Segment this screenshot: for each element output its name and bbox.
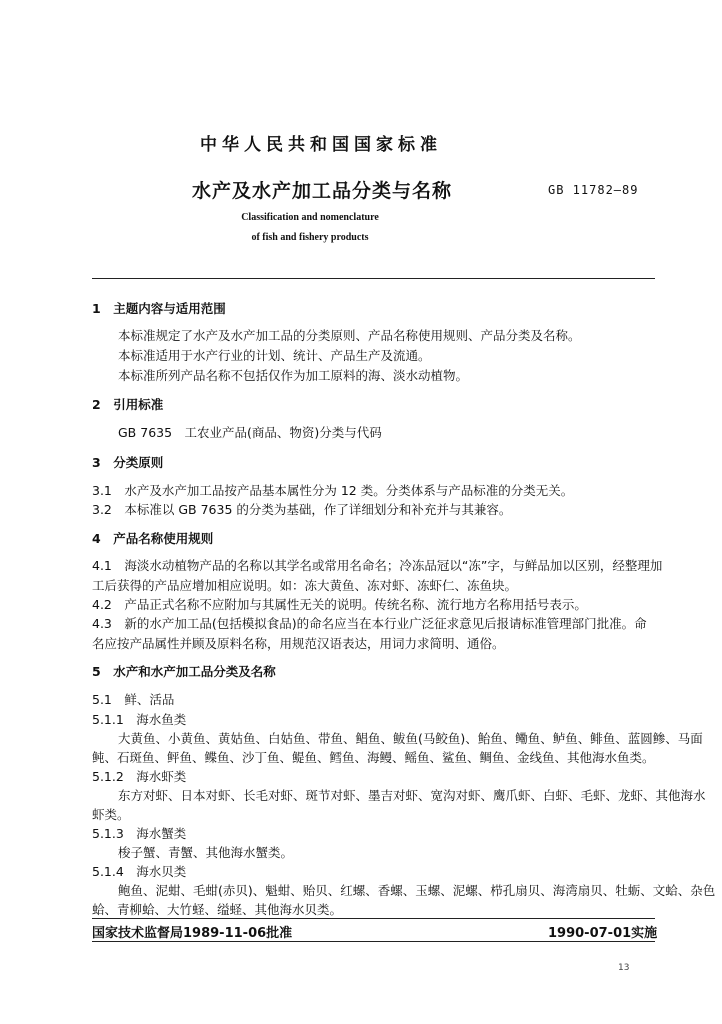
section-1-para-1: 本标准规定了水产及水产加工品的分类原则、产品名称使用规则、产品分类及名称。 — [118, 328, 581, 343]
section-3-2: 3.2 本标准以 GB 7635 的分类为基础，作了详细划分和补充并与其兼容。 — [92, 502, 512, 517]
section-2-para-1: GB 7635 工农业产品(商品、物资)分类与代码 — [118, 425, 382, 440]
document-title-english-line1: Classification and nomenclature — [241, 212, 379, 223]
standard-number: GB 11782—89 — [548, 183, 639, 197]
document-title-english-line2: of fish and fishery products — [251, 232, 369, 243]
standard-category-heading: 中华人民共和国国家标准 — [200, 135, 442, 155]
section-5-1-2-line-1: 东方对虾、日本对虾、长毛对虾、斑节对虾、墨吉对虾、宽沟对虾、鹰爪虾、白虾、毛虾、龙虾、其他海水 — [118, 788, 706, 803]
section-2-heading: 2 引用标准 — [92, 397, 164, 412]
footer-divider-bottom — [92, 941, 655, 942]
document-title-chinese: 水产及水产加工品分类与名称 — [192, 180, 453, 202]
section-4-1-line-2: 工后获得的产品应增加相应说明。如：冻大黄鱼、冻对虾、冻虾仁、冻鱼块。 — [92, 578, 518, 593]
section-5-1-1-heading: 5.1.1 海水鱼类 — [92, 712, 187, 727]
header-divider — [92, 278, 655, 279]
section-3-heading: 3 分类原则 — [92, 455, 164, 470]
approval-date: 国家技术监督局1989-11-06批准 — [92, 926, 293, 941]
section-5-1-2-line-2: 虾类。 — [92, 807, 130, 822]
section-5-1-3-heading: 5.1.3 海水蟹类 — [92, 826, 187, 841]
section-5-1: 5.1 鲜、活品 — [92, 692, 175, 707]
section-4-heading: 4 产品名称使用规则 — [92, 531, 214, 546]
section-5-1-4-heading: 5.1.4 海水贝类 — [92, 864, 187, 879]
section-3-1: 3.1 水产及水产加工品按产品基本属性分为 12 类。分类体系与产品标准的分类无关。 — [92, 483, 574, 498]
section-5-1-4-line-2: 蛤、青柳蛤、大竹蛏、缢蛏、其他海水贝类。 — [92, 902, 343, 917]
section-5-heading: 5 水产和水产加工品分类及名称 — [92, 664, 276, 679]
section-5-1-3-line-1: 梭子蟹、青蟹、其他海水蟹类。 — [118, 845, 294, 860]
footer-divider-top — [92, 918, 655, 919]
section-5-1-2-heading: 5.1.2 海水虾类 — [92, 769, 187, 784]
section-1-para-3: 本标准所列产品名称不包括仅作为加工原料的海、淡水动植物。 — [118, 368, 469, 383]
section-5-1-1-line-2: 鲀、石斑鱼、鲆鱼、鲽鱼、沙丁鱼、鳀鱼、鳕鱼、海鳗、鳐鱼、鲨鱼、鲷鱼、金线鱼、其他海水鱼类。 — [92, 750, 655, 765]
section-1-heading: 1 主题内容与适用范围 — [92, 301, 226, 316]
section-1-para-2: 本标准适用于水产行业的计划、统计、产品生产及流通。 — [118, 348, 431, 363]
section-4-3-line-1: 4.3 新的水产加工品(包括模拟食品)的命名应当在本行业广泛征求意见后报请标准管理部门批准。命 — [92, 616, 647, 631]
page-number: 13 — [618, 963, 630, 973]
effective-date: 1990-07-01实施 — [548, 926, 658, 941]
section-5-1-4-line-1: 鲍鱼、泥蚶、毛蚶(赤贝)、魁蚶、贻贝、红螺、香螺、玉螺、泥螺、栉孔扇贝、海湾扇贝、牡蛎、文蛤、杂色 — [118, 883, 716, 898]
section-4-1-line-1: 4.1 海淡水动植物产品的名称以其学名或常用名命名；冷冻品冠以“冻”字，与鲜品加以区别，经整理加 — [92, 558, 663, 573]
section-4-2: 4.2 产品正式名称不应附加与其属性无关的说明。传统名称、流行地方名称用括号表示。 — [92, 597, 587, 612]
section-4-3-line-2: 名应按产品属性并顾及原料名称，用规范汉语表达，用词力求简明、通俗。 — [92, 636, 505, 651]
section-5-1-1-line-1: 大黄鱼、小黄鱼、黄姑鱼、白姑鱼、带鱼、鲳鱼、鲅鱼(马鲛鱼)、鲐鱼、鳓鱼、鲈鱼、鲱鱼、蓝圆鲹、马面 — [118, 731, 703, 746]
